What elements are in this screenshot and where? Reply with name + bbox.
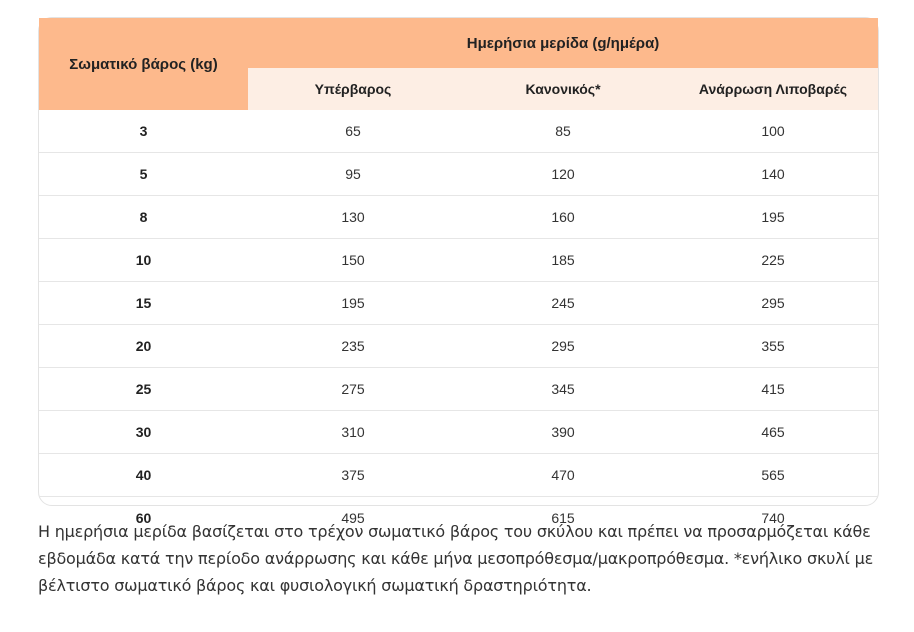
portion-cell: 130 <box>248 196 458 239</box>
portion-cell: 345 <box>458 368 668 411</box>
portion-cell: 150 <box>248 239 458 282</box>
portion-cell: 235 <box>248 325 458 368</box>
table-row <box>39 368 878 411</box>
portion-cell: 275 <box>248 368 458 411</box>
portion-cell: 195 <box>248 282 458 325</box>
portion-cell: 120 <box>458 153 668 196</box>
portion-cell: 160 <box>458 196 668 239</box>
portion-cell: 375 <box>248 454 458 497</box>
weight-cell: 3 <box>139 123 148 139</box>
weight-cell: 40 <box>39 454 248 497</box>
table-body <box>39 110 878 539</box>
portion-cell: 65 <box>345 123 361 139</box>
table-row <box>39 282 878 325</box>
portion-cell: 615 <box>458 497 668 540</box>
table-row <box>39 325 878 368</box>
table-row <box>39 110 878 153</box>
weight-cell: 60 <box>39 497 248 540</box>
weight-cell: 15 <box>39 282 248 325</box>
portion-cell: 295 <box>458 325 668 368</box>
table-row <box>39 239 878 282</box>
portion-cell: 415 <box>668 368 878 411</box>
portion-cell: 225 <box>668 239 878 282</box>
portion-cell: 495 <box>248 497 458 540</box>
portion-cell: 95 <box>248 153 458 196</box>
weight-cell: 5 <box>39 153 248 196</box>
portion-cell: 195 <box>668 196 878 239</box>
weight-cell: 30 <box>39 411 248 454</box>
portion-cell: 185 <box>458 239 668 282</box>
weight-cell: 25 <box>39 368 248 411</box>
weight-cell: 10 <box>39 239 248 282</box>
portion-cell: 355 <box>668 325 878 368</box>
portion-cell: 100 <box>761 123 785 139</box>
portion-cell: 295 <box>668 282 878 325</box>
portion-cell: 390 <box>458 411 668 454</box>
portion-cell: 85 <box>555 123 571 139</box>
normal-column-header: Κανονικός* <box>458 68 668 110</box>
weight-column-header: Σωματικό βάρος (kg) <box>39 18 248 110</box>
footnote-text: Η ημερήσια μερίδα βασίζεται στο τρέχον σωματικό βάρος του σκύλου και πρέπει να προσαρμόζεται κάθε εβδομάδα κατά την περίοδο ανάρρωσης και κάθε μήνα μεσοπρόθεσμα/μακροπρόθεσμα. *ενήλικο σκυλί με βέλτιστο σωματικό βάρος και φυσιολογική σωματική δραστηριότητα. <box>38 522 874 595</box>
table-row <box>39 196 878 239</box>
portion-cell: 310 <box>248 411 458 454</box>
weight-cell: 20 <box>39 325 248 368</box>
weight-cell: 8 <box>39 196 248 239</box>
portion-cell: 470 <box>458 454 668 497</box>
recovery-underweight-column-header: Ανάρρωση Λιποβαρές <box>668 68 878 110</box>
portion-cell: 565 <box>668 454 878 497</box>
feeding-table <box>39 18 878 539</box>
portion-cell: 465 <box>668 411 878 454</box>
table-row <box>39 153 878 196</box>
feeding-table-container <box>38 17 879 526</box>
portion-cell: 245 <box>458 282 668 325</box>
portion-cell: 140 <box>668 153 878 196</box>
daily-portion-header: Ημερήσια μερίδα (g/ημέρα) <box>248 18 878 68</box>
table-row <box>39 411 878 454</box>
portion-cell: 740 <box>668 497 878 540</box>
table-row <box>39 454 878 497</box>
overweight-column-header: Υπέρβαρος <box>248 68 458 110</box>
